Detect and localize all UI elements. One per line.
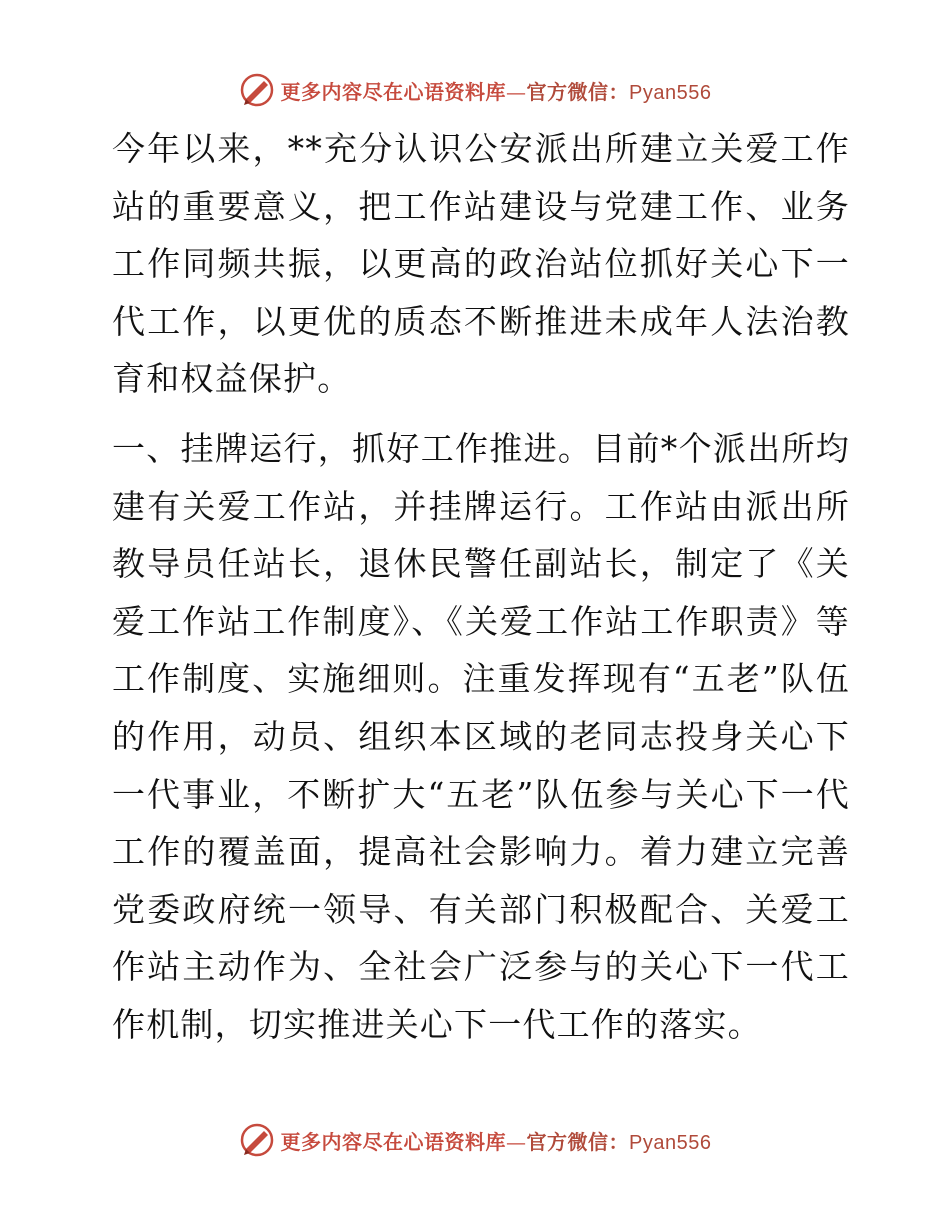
watermark-text xyxy=(281,76,712,105)
header-watermark xyxy=(0,70,950,110)
pen-logo-icon xyxy=(239,1122,275,1158)
paragraph-section-1: 一、挂牌运行，抓好工作推进。目前*个派出所均建有关爱工作站，并挂牌运行。工作站由派出所教导员任站长，退休民警任副站长，制定了《关爱工作站工作制度》、《关爱工作站工作职责》等工作制度、实施细则。注重发挥现有“五老”队伍的作用，动员、组织本区域的老同志投身关心下一代事业，不断扩大“五老”队伍参与关心下一代工作的覆盖面，提高社会影响力。着力建立完善党委政府统一领导、有关部门积极配合、关爱工作站主动作为、全社会广泛参与的关心下一代工作机制，切实推进关心下一代工作的落实。 xyxy=(112,428,850,1044)
watermark-wechat-label: 官方微信： xyxy=(526,1129,630,1154)
watermark-site: 更多内容尽在心语资料库 xyxy=(280,1129,507,1154)
watermark-wechat-id: Pyan556 xyxy=(629,1131,712,1154)
footer-watermark xyxy=(0,1120,950,1160)
watermark-site: 更多内容尽在心语资料库 xyxy=(280,79,507,104)
watermark-wechat-id: Pyan556 xyxy=(629,81,712,104)
watermark-separator: — xyxy=(506,1129,527,1154)
document-body xyxy=(98,120,850,1054)
pen-logo-icon xyxy=(239,72,275,108)
watermark-text xyxy=(281,1126,712,1155)
watermark-wechat-label: 官方微信： xyxy=(526,79,630,104)
watermark-separator: — xyxy=(506,79,527,104)
paragraph-intro: 今年以来，**充分认识公安派出所建立关爱工作站的重要意义，把工作站建设与党建工作、业务工作同频共振，以更高的政治站位抓好关心下一代工作，以更优的质态不断推进未成年人法治教育和权益保护。 xyxy=(112,129,850,399)
